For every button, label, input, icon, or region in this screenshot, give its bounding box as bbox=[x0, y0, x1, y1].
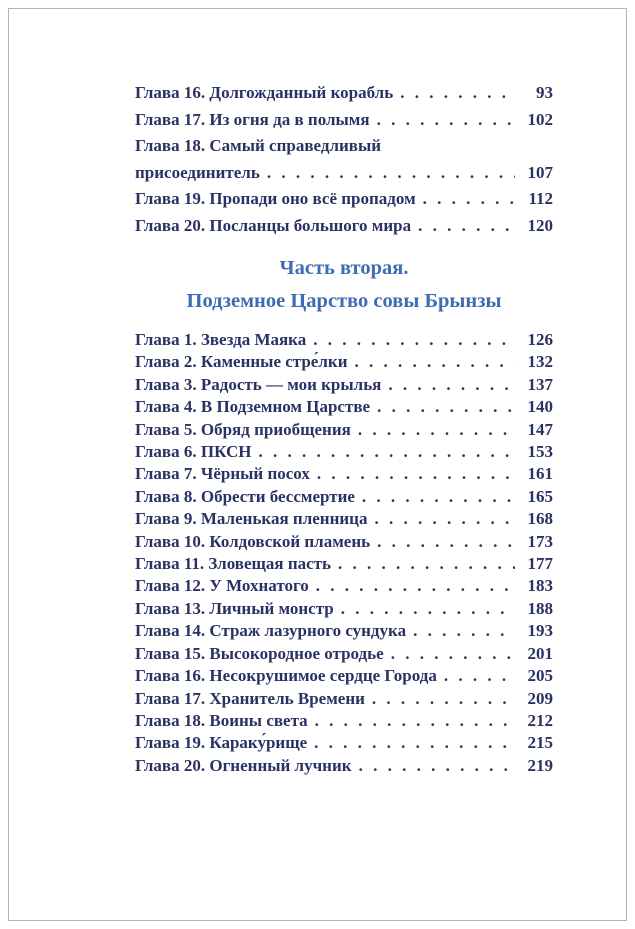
toc-entry-dot-leader bbox=[314, 732, 515, 754]
toc-entry-label: Глава 5. Обряд приобщения bbox=[135, 419, 351, 439]
table-of-contents bbox=[135, 80, 553, 777]
toc-entry-page-number: 132 bbox=[527, 352, 553, 372]
toc-entry-label: Глава 9. Маленькая пленница bbox=[135, 509, 368, 529]
toc-entry bbox=[135, 508, 553, 530]
toc-entry-dot-leader bbox=[418, 213, 515, 240]
toc-entry-page-number: 147 bbox=[527, 419, 553, 439]
toc-entry bbox=[135, 531, 553, 553]
toc-entry-page-number: 137 bbox=[527, 374, 553, 394]
toc-entry-dot-leader bbox=[372, 688, 515, 710]
toc-entry-label: Глава 10. Колдовской пламень bbox=[135, 531, 371, 551]
toc-entry-page-number: 209 bbox=[527, 688, 553, 708]
toc-entry-page-number: 205 bbox=[527, 666, 553, 686]
toc-entry bbox=[135, 107, 553, 134]
toc-entry-label: Глава 19. Караку́рище bbox=[135, 733, 308, 753]
toc-entry bbox=[135, 598, 553, 620]
toc-entry bbox=[135, 732, 553, 754]
toc-entry-page-number: 153 bbox=[527, 442, 553, 462]
toc-entry-label: Глава 2. Каменные стре́лки bbox=[135, 352, 348, 372]
toc-entry-dot-leader bbox=[362, 486, 515, 508]
toc-entry-label: Глава 17. Хранитель Времени bbox=[135, 688, 365, 708]
toc-entry-page-number: 168 bbox=[527, 509, 553, 529]
toc-entry-dot-leader bbox=[316, 575, 515, 597]
toc-entry bbox=[135, 419, 553, 441]
part-heading-line1: Часть вторая. bbox=[279, 257, 409, 279]
toc-entry-dot-leader bbox=[374, 508, 515, 530]
toc-entry-dot-leader bbox=[377, 531, 515, 553]
toc-entry bbox=[135, 688, 553, 710]
toc-entry bbox=[135, 575, 553, 597]
toc-entry bbox=[135, 396, 553, 418]
part-heading-line2: Подземное Царство совы Брынзы bbox=[186, 290, 502, 312]
toc-entry-label: Глава 14. Страж лазурного сундука bbox=[135, 621, 407, 641]
toc-entry-page-number: 201 bbox=[527, 643, 553, 663]
toc-entry-page-number: 161 bbox=[527, 464, 553, 484]
toc-entry-dot-leader bbox=[391, 643, 515, 665]
toc-entry-label: Глава 16. Несокрушимое сердце Города bbox=[135, 666, 437, 686]
toc-entry-dot-leader bbox=[315, 710, 515, 732]
toc-entry-dot-leader bbox=[377, 396, 515, 418]
toc-entry-label: Глава 15. Высокородное отродье bbox=[135, 643, 384, 663]
toc-entry-label: Глава 19. Пропади оно всё пропадом bbox=[135, 189, 416, 208]
toc-entry-dot-leader bbox=[444, 665, 515, 687]
toc-entry-page-number: 126 bbox=[527, 330, 553, 349]
toc-entry-dot-leader bbox=[354, 351, 515, 373]
toc-entry-page-number: 112 bbox=[528, 189, 553, 208]
toc-part1-entries bbox=[135, 80, 553, 239]
toc-entry-dot-leader bbox=[267, 160, 515, 187]
toc-entry bbox=[135, 665, 553, 687]
toc-entry bbox=[135, 441, 553, 463]
toc-entry bbox=[135, 643, 553, 665]
toc-entry-dot-leader bbox=[400, 80, 515, 107]
toc-entry-dot-leader bbox=[377, 107, 515, 134]
toc-entry-page-number: 102 bbox=[527, 109, 553, 129]
toc-entry-page-number: 177 bbox=[527, 554, 553, 574]
toc-entry-label: Глава 18. Воины света bbox=[135, 710, 308, 730]
toc-entry-dot-leader bbox=[359, 755, 515, 777]
toc-entry bbox=[135, 553, 553, 575]
toc-entry bbox=[135, 755, 553, 777]
toc-entry-dot-leader bbox=[313, 329, 515, 351]
toc-entry bbox=[135, 351, 553, 373]
toc-entry-page-number: 183 bbox=[527, 576, 553, 596]
toc-entry bbox=[135, 133, 553, 160]
toc-entry-label: присоединитель bbox=[135, 162, 260, 182]
toc-entry bbox=[135, 329, 553, 351]
toc-entry-page-number: 173 bbox=[527, 531, 553, 551]
toc-entry bbox=[135, 486, 553, 508]
toc-entry-label: Глава 11. Зловещая пасть bbox=[135, 554, 331, 574]
toc-entry-label: Глава 16. Долгожданный корабль bbox=[135, 83, 394, 102]
toc-entry-dot-leader bbox=[423, 186, 515, 213]
toc-entry bbox=[135, 620, 553, 642]
toc-entry-label: Глава 13. Личный монстр bbox=[135, 598, 334, 618]
toc-entry-page-number: 93 bbox=[536, 83, 553, 102]
toc-entry-dot-leader bbox=[413, 620, 515, 642]
toc-entry-page-number: 219 bbox=[527, 755, 553, 775]
toc-entry-dot-leader bbox=[317, 463, 515, 485]
toc-entry-page-number: 165 bbox=[527, 486, 553, 506]
toc-entry-page-number: 188 bbox=[527, 598, 553, 618]
toc-entry-dot-leader bbox=[358, 419, 515, 441]
toc-entry-label: Глава 18. Самый справедливый bbox=[135, 136, 382, 155]
toc-entry bbox=[135, 463, 553, 485]
toc-entry-page-number: 140 bbox=[527, 397, 553, 417]
toc-entry bbox=[135, 374, 553, 396]
toc-entry-dot-leader bbox=[259, 441, 516, 463]
toc-entry-label: Глава 1. Звезда Маяка bbox=[135, 330, 307, 349]
toc-entry-page-number: 107 bbox=[527, 162, 553, 182]
toc-entry bbox=[135, 186, 553, 213]
toc-entry-dot-leader bbox=[388, 374, 515, 396]
part-heading bbox=[135, 252, 553, 318]
toc-entry-label: Глава 8. Обрести бессмертие bbox=[135, 486, 355, 506]
toc-entry-dot-leader bbox=[338, 553, 515, 575]
toc-entry-page-number: 212 bbox=[527, 710, 553, 730]
toc-entry-label: Глава 20. Огненный лучник bbox=[135, 755, 352, 775]
toc-entry-label: Глава 17. Из огня да в полымя bbox=[135, 109, 370, 129]
toc-entry-page-number: 193 bbox=[527, 621, 553, 641]
toc-entry-label: Глава 12. У Мохнатого bbox=[135, 576, 309, 596]
toc-part2-entries bbox=[135, 329, 553, 777]
toc-entry-label: Глава 20. Посланцы большого мира bbox=[135, 215, 412, 235]
toc-entry bbox=[135, 213, 553, 240]
toc-entry-dot-leader bbox=[341, 598, 515, 620]
toc-entry-label: Глава 3. Радость — мои крылья bbox=[135, 374, 382, 394]
toc-entry-label: Глава 6. ПКСН bbox=[135, 442, 252, 462]
toc-entry-page-number: 120 bbox=[527, 215, 553, 235]
toc-entry bbox=[135, 710, 553, 732]
toc-entry bbox=[135, 80, 553, 107]
toc-entry-label: Глава 4. В Подземном Царстве bbox=[135, 397, 371, 417]
toc-entry-page-number: 215 bbox=[527, 733, 553, 753]
toc-entry bbox=[135, 160, 553, 187]
toc-entry-label: Глава 7. Чёрный посох bbox=[135, 464, 310, 484]
